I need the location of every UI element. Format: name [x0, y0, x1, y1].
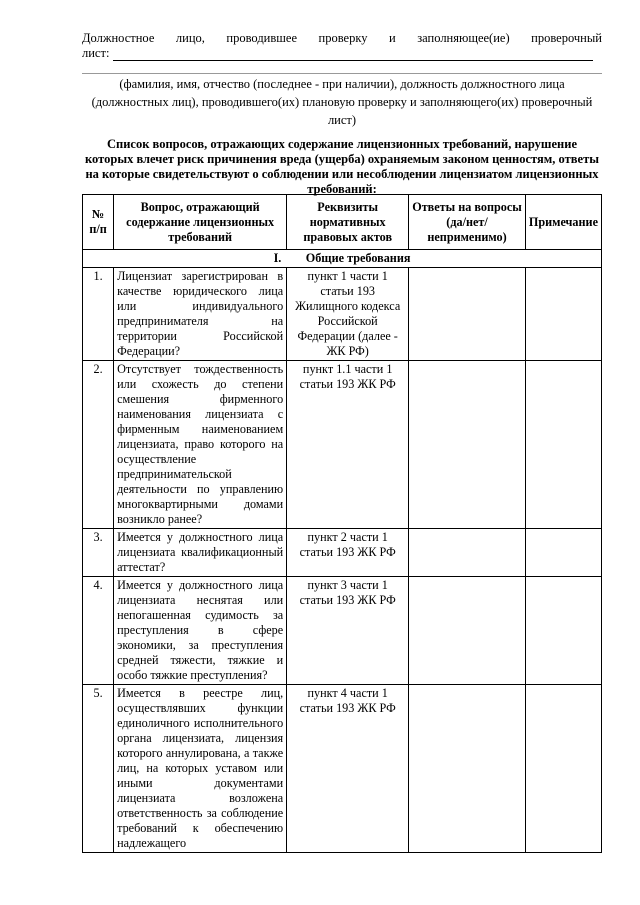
- field-caption: (фамилия, имя, отчество (последнее - при наличии), должность должностного лица (должностных лиц), проводившего(их) плановую проверку и заполняющего(их) проверочный лист): [91, 77, 593, 127]
- row-reference: пункт 3 части 1 статьи 193 ЖК РФ: [287, 577, 409, 685]
- section-row: [83, 250, 602, 268]
- row-note-cell[interactable]: [525, 361, 601, 529]
- row-num: 1.: [83, 268, 114, 361]
- row-note-cell[interactable]: [525, 685, 601, 853]
- row-question: Имеется у должностного лица лицензиата квалификационный аттестат?: [114, 529, 287, 577]
- row-question: Отсутствует тождественность или схожесть до степени смешения фирменного наименования лицензиата с фирменным наименованием лицензиата, право которого на осуществление предпринимательской деятельности по управлению многоквартирными домами возникло ранее?: [114, 361, 287, 529]
- header-word: заполняющее(ие): [417, 31, 510, 45]
- header-word: и: [389, 31, 396, 45]
- section-title: [83, 250, 602, 268]
- section-label: Общие требования: [305, 251, 411, 265]
- row-answer-cell[interactable]: [409, 529, 526, 577]
- inspector-line: [82, 31, 602, 46]
- row-reference: пункт 1.1 части 1 статьи 193 ЖК РФ: [287, 361, 409, 529]
- table-header-row: [83, 195, 602, 250]
- row-question: Имеется в реестре лиц, осуществлявших функции единоличного исполнительного органа лицензиата, лицензия которого аннулирована, а также лиц, на которых уставом или иными документами лицензиата возложена ответственность за соблюдение требований к обеспечению надлежащего: [114, 685, 287, 853]
- col-header-num: № п/п: [83, 195, 114, 250]
- row-num: 5.: [83, 685, 114, 853]
- row-note-cell[interactable]: [525, 577, 601, 685]
- row-note-cell[interactable]: [525, 268, 601, 361]
- header-word: проверочный: [531, 31, 602, 45]
- section-num: I.: [273, 251, 282, 265]
- row-reference: пункт 1 части 1 статьи 193 Жилищного кодекса Российской Федерации (далее - ЖК РФ): [287, 268, 409, 361]
- table-row: [83, 268, 602, 361]
- row-num: 3.: [83, 529, 114, 577]
- header-word: проверку: [318, 31, 368, 45]
- table-row: [83, 577, 602, 685]
- list-label: лист:: [82, 46, 110, 60]
- row-answer-cell[interactable]: [409, 268, 526, 361]
- row-answer-cell[interactable]: [409, 361, 526, 529]
- row-num: 4.: [83, 577, 114, 685]
- header-word: проводившее: [226, 31, 297, 45]
- requirements-table: [82, 194, 602, 853]
- row-question: Лицензиат зарегистрирован в качестве юридического лица или индивидуального предпринимателя на территории Российской Федерации?: [114, 268, 287, 361]
- col-header-note: Примечание: [525, 195, 601, 250]
- header-word: Должностное: [82, 31, 155, 45]
- table-row: [83, 361, 602, 529]
- col-header-answer: Ответы на вопросы (да/нет/неприменимо): [409, 195, 526, 250]
- fill-in-line: [113, 60, 593, 61]
- header-word: лицо,: [175, 31, 205, 45]
- row-reference: пункт 4 части 1 статьи 193 ЖК РФ: [287, 685, 409, 853]
- row-note-cell[interactable]: [525, 529, 601, 577]
- col-header-reference: Реквизиты нормативных правовых актов: [287, 195, 409, 250]
- row-question: Имеется у должностного лица лицензиата неснятая или непогашенная судимость за преступления в сфере экономики, за преступления средней тяжести, тяжкие и особо тяжкие преступления?: [114, 577, 287, 685]
- row-reference: пункт 2 части 1 статьи 193 ЖК РФ: [287, 529, 409, 577]
- col-header-question: Вопрос, отражающий содержание лицензионных требований: [114, 195, 287, 250]
- table-row: [83, 529, 602, 577]
- row-answer-cell[interactable]: [409, 577, 526, 685]
- row-num: 2.: [83, 361, 114, 529]
- document-title: Список вопросов, отражающих содержание лицензионных требований, нарушение которых влечет риск причинения вреда (ущерба) охраняемым законом ценностям, ответы на которые свидетельствуют о соблюдении или несоблюдении лицензиатом лицензионных требований:: [85, 137, 599, 196]
- fill-in-line-2: [82, 73, 602, 74]
- row-answer-cell[interactable]: [409, 685, 526, 853]
- table-row: [83, 685, 602, 853]
